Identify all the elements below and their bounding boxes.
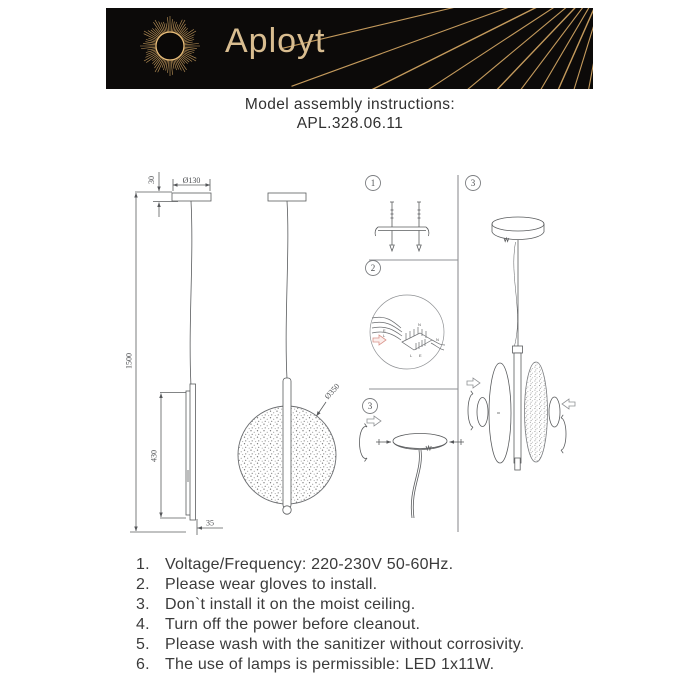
item-text: Please wash with the sanitizer without corrosivity. (165, 636, 525, 653)
item-text: Please wear gloves to install. (165, 576, 378, 593)
wiring-drawing (370, 295, 445, 369)
item-number: 2. (136, 576, 150, 593)
item-number: 6. (136, 656, 150, 673)
assembled-view-panel (466, 176, 576, 471)
list-item (136, 555, 524, 575)
list-item (136, 635, 524, 655)
canopy-fixing-drawing (360, 416, 464, 518)
dim-body-height: 430 (149, 450, 159, 462)
page-title: Model assembly instructions: (244, 96, 456, 113)
item-number: 5. (136, 636, 150, 653)
step3-panel (360, 399, 464, 519)
assembled-pendant-drawing (467, 217, 575, 470)
dim-canopy-diameter: Ø130 (182, 176, 201, 185)
wire-label-e-left: E (383, 328, 386, 333)
instructions-list (136, 555, 524, 675)
step3-result-number: 3 (470, 178, 476, 188)
front-view-drawing (238, 193, 341, 514)
brand-banner (106, 8, 593, 89)
wire-label-n-right: N (436, 337, 439, 342)
wire-label-l-left: L (383, 333, 386, 338)
list-item (136, 595, 524, 615)
item-text: The use of lamps is permissible: LED 1x11W. (165, 656, 495, 673)
title-block (0, 95, 700, 133)
step1-panel (366, 176, 429, 252)
item-number: 1. (136, 556, 150, 573)
model-code: APL.328.06.11 (296, 115, 404, 132)
step2-panel (366, 261, 446, 370)
wire-label-l-bottom: L (410, 353, 413, 358)
bracket-drawing (375, 202, 429, 251)
step2-number: 2 (370, 263, 376, 273)
side-view-drawing (125, 172, 224, 535)
list-item (136, 655, 524, 675)
banner-decor (106, 8, 593, 89)
list-item (136, 615, 524, 635)
panel-dividers (369, 175, 458, 532)
step3-number: 3 (367, 401, 373, 411)
item-text: Don`t install it on the moist ceiling. (165, 596, 416, 613)
item-number: 4. (136, 616, 150, 633)
corner-rays-icon (280, 8, 593, 89)
brand-name: Aployt (225, 22, 326, 60)
item-number: 3. (136, 596, 150, 613)
item-text: Voltage/Frequency: 220-230V 50-60Hz. (165, 556, 454, 573)
dim-canopy-height: 30 (147, 176, 156, 184)
dim-total-height: 1500 (124, 353, 134, 369)
wire-label-n-top: N (418, 322, 421, 327)
dim-disc-diameter: Ø350 (322, 381, 342, 401)
wire-label-e-bottom: E (419, 353, 422, 358)
list-item (136, 575, 524, 595)
dim-body-width: 35 (206, 518, 214, 528)
sunburst-center (157, 33, 184, 60)
item-text: Turn off the power before cleanout. (165, 616, 421, 633)
assembly-diagram (120, 150, 600, 550)
step1-number: 1 (370, 178, 376, 188)
